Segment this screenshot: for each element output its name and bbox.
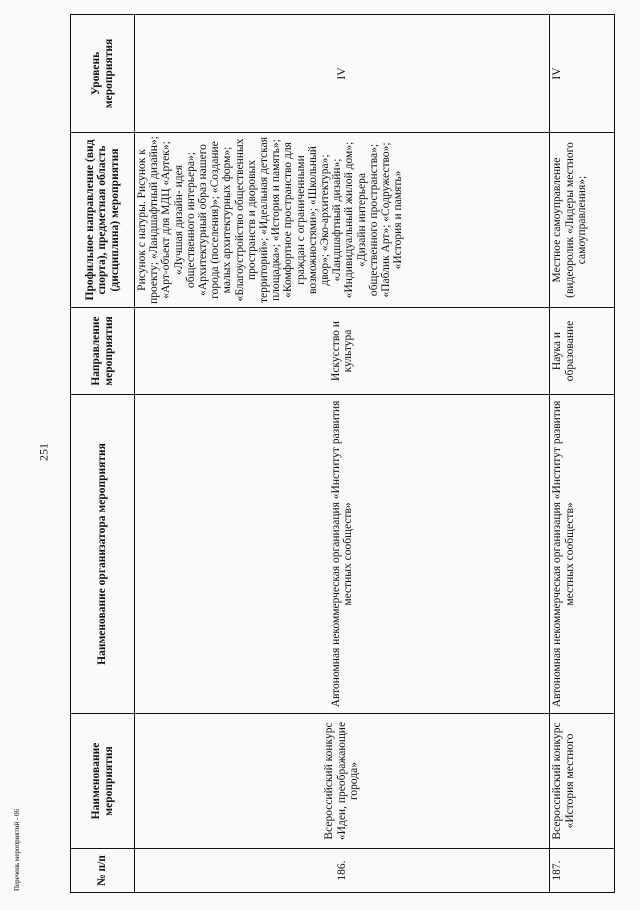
table-row bbox=[135, 15, 550, 893]
table-header-row bbox=[71, 15, 135, 893]
row-direction: Искусство и культура bbox=[135, 308, 550, 395]
events-table bbox=[70, 14, 615, 893]
header-organizer: Наименование организатора мероприятия bbox=[71, 395, 135, 714]
table-row bbox=[550, 15, 615, 893]
row-direction: Наука и образование bbox=[550, 308, 615, 395]
page-number: 251 bbox=[36, 443, 51, 461]
row-organizer: Автономная некоммерческая организация «Институт развития местных сообществ» bbox=[550, 395, 615, 714]
row-level: IV bbox=[550, 15, 615, 133]
row-profile: Рисунок с натуры. Рисунок к проекту; «Ландшафтный дизайн»; «Арт-объект для МДЦ «Артек»; «Лучшая дизайн- идея общественного интерьера»; «Архитектурный образ нашего города (поселения)»; «Создание малых архитектурных форм»; «Благоустройство общественных пространств и дворовых территорий»; «Идеальная детская площадка»; «История и память»; «Комфортное пространство для граждан с ограниченными возможностями»; «Школьный двор»; «Эко-архитектура»; «Ландшафтный дизайн»; «Индивидуальный жилой дом»; «Дизайн интерьера общественного пространства»; «Паблик Арт»; «Содружество»; «История и память» bbox=[135, 133, 550, 308]
row-num: 186. bbox=[135, 849, 550, 893]
footer-text: Перечень мероприятий - 06 bbox=[13, 808, 21, 892]
row-num: 187. bbox=[550, 849, 615, 893]
header-direction: Направление мероприятия bbox=[71, 308, 135, 395]
footer-container bbox=[12, 790, 22, 910]
events-table-container bbox=[70, 15, 614, 893]
row-profile: Местное самоуправление (видеоролик «Лидеры местного самоуправления»; bbox=[550, 133, 615, 308]
row-name: Всероссийский конкурс «Идеи, преображающие города» bbox=[135, 714, 550, 849]
header-name: Наименование мероприятия bbox=[71, 714, 135, 849]
row-name: Всероссийский конкурс «История местного bbox=[550, 714, 615, 849]
header-level: Уровень мероприятия bbox=[71, 15, 135, 133]
header-profile: Профильное направление (вид спорта), предметная область (дисциплина) мероприятия bbox=[71, 133, 135, 308]
row-level: IV bbox=[135, 15, 550, 133]
row-organizer: Автономная некоммерческая организация «Институт развития местных сообществ» bbox=[135, 395, 550, 714]
header-num: № п/п bbox=[71, 849, 135, 893]
